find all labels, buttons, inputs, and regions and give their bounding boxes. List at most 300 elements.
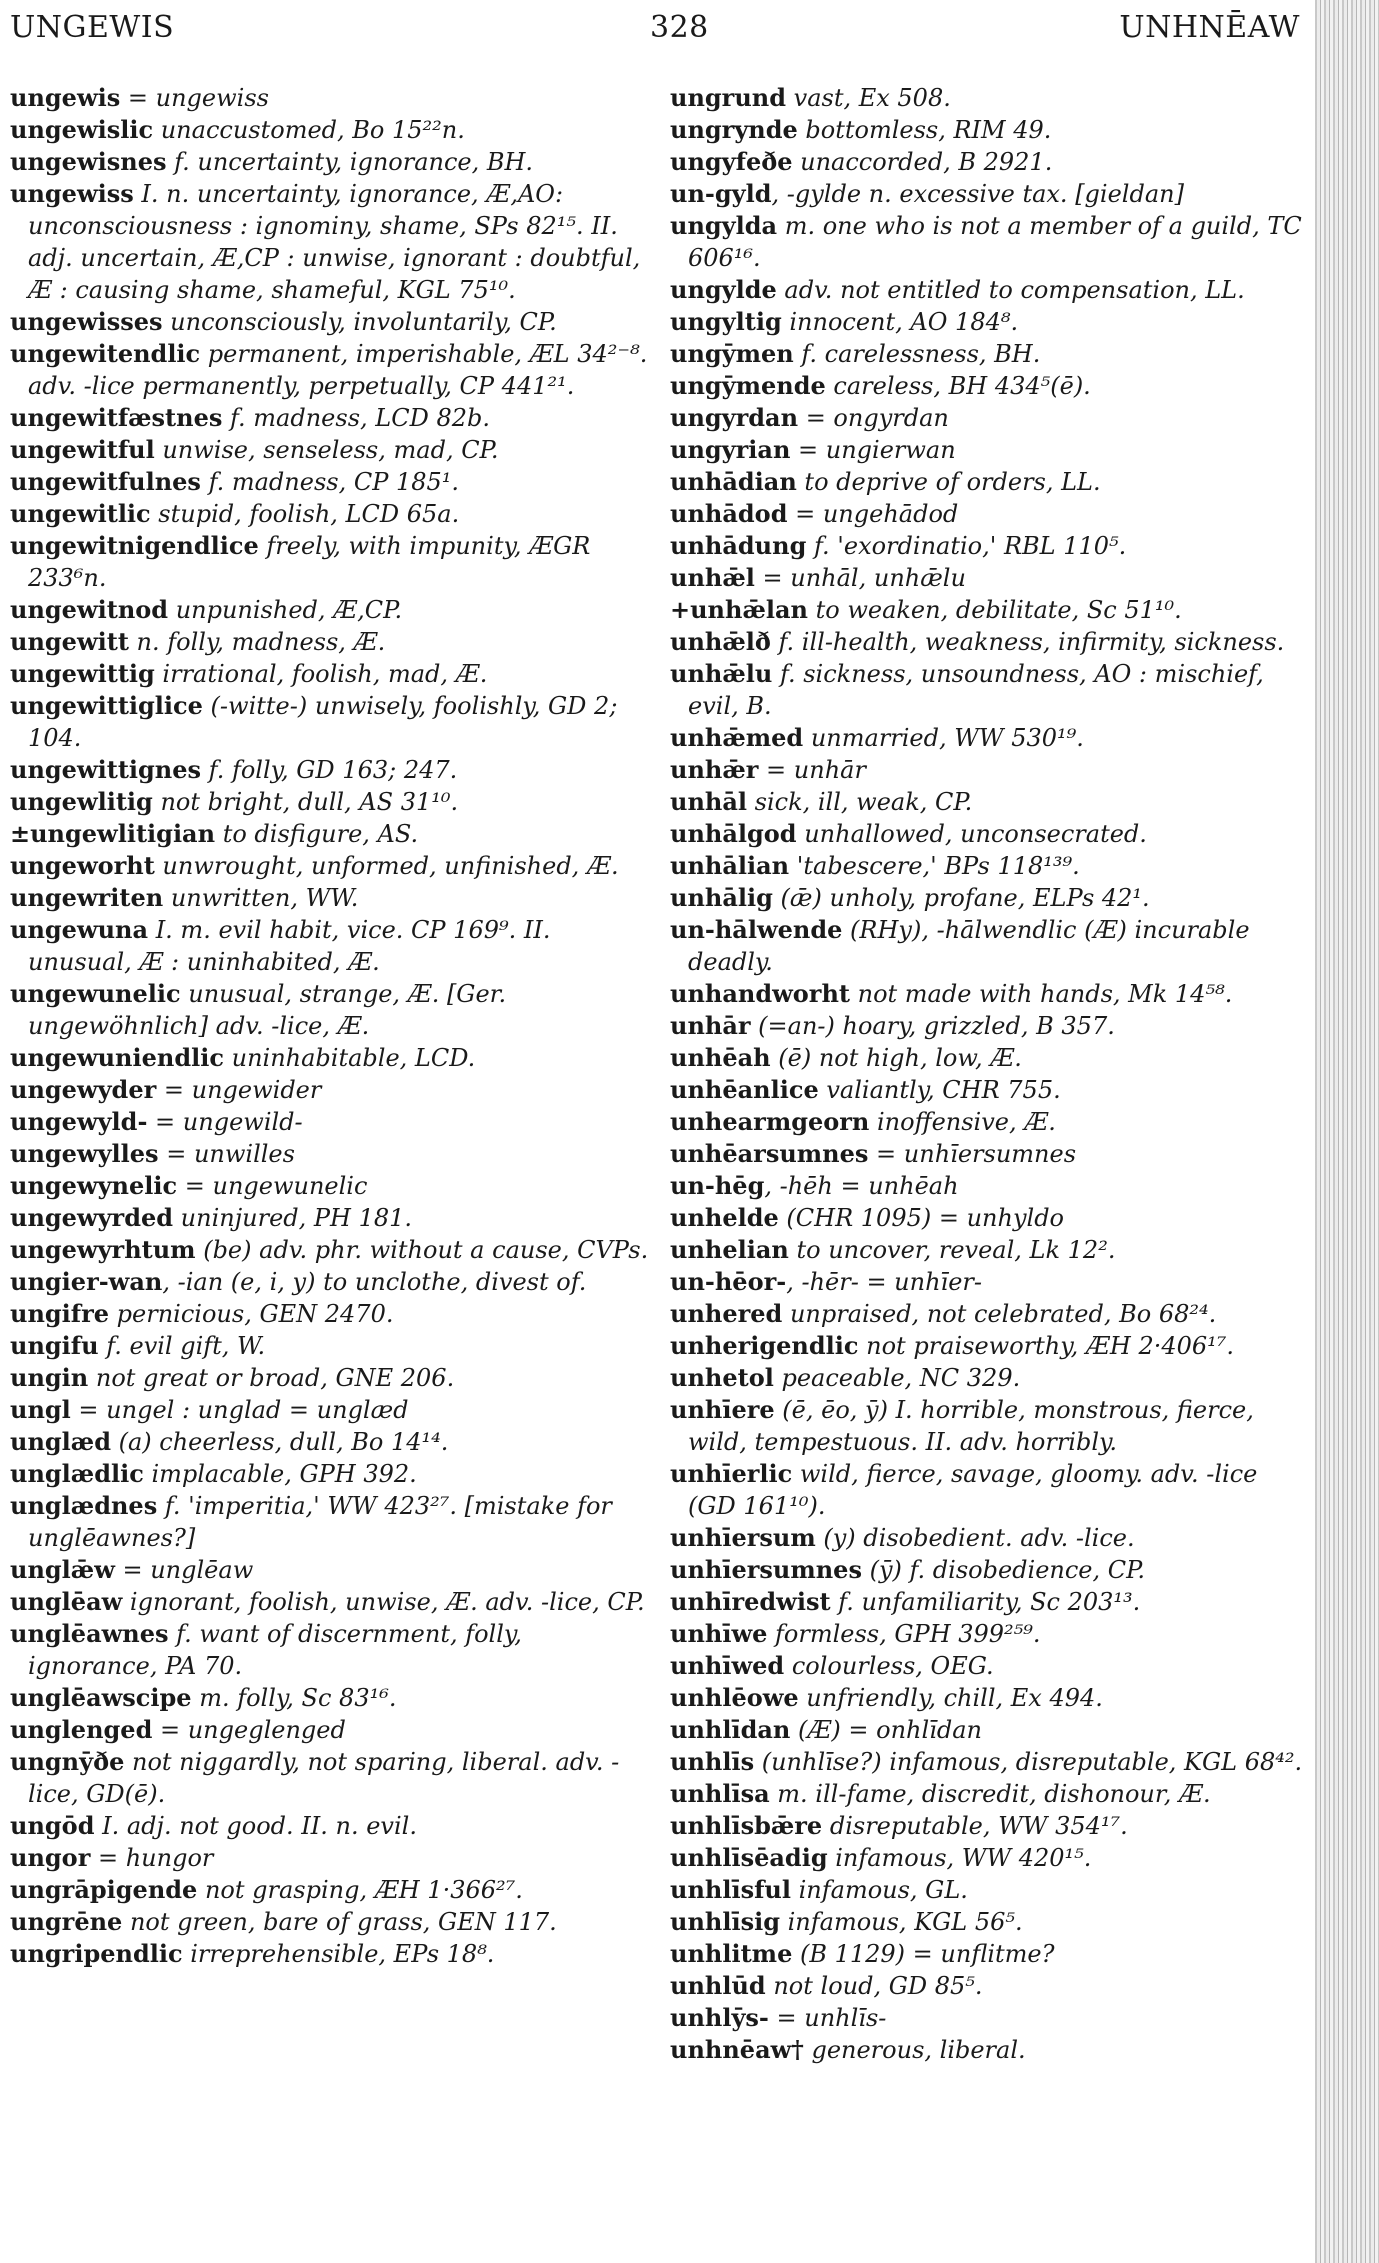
dictionary-entry (10, 1330, 650, 1362)
entry-definition: = unwilles (158, 1140, 295, 1168)
entry-definition: = unhār (758, 756, 866, 784)
entry-headword: ungeworht (10, 851, 155, 880)
dictionary-entry (670, 1618, 1310, 1650)
dictionary-entry (10, 1490, 650, 1554)
dictionary-entry (10, 1906, 650, 1938)
dictionary-entry (10, 690, 650, 754)
dictionary-entry (10, 1170, 650, 1202)
entry-headword: ±ungewlitigian (10, 819, 216, 848)
dictionary-entry (670, 1394, 1310, 1458)
entry-headword: unhlīsa (670, 1779, 770, 1808)
dictionary-entry (670, 1586, 1310, 1618)
dictionary-entry (670, 1106, 1310, 1138)
entry-headword: ungier-wan (10, 1267, 163, 1296)
entry-definition: (B 1129) = unflitme? (792, 1940, 1055, 1968)
entry-definition: (RHy), -hālwendlic (Æ) incurable deadly. (688, 916, 1250, 976)
entry-headword: ungylde (670, 275, 777, 304)
entry-headword: ungewitt (10, 627, 129, 656)
dictionary-entry (10, 978, 650, 1042)
entry-definition: , -hēr- = unhīer- (786, 1268, 983, 1296)
entry-definition: (CHR 1095) = unhyldo (778, 1204, 1065, 1232)
entry-headword: un-hālwende (670, 915, 843, 944)
entry-headword: ungewuniendlic (10, 1043, 224, 1072)
entry-definition: disreputable, WW 354¹⁷. (822, 1812, 1128, 1840)
entry-headword: unhlȳs- (670, 2003, 769, 2032)
entry-headword: unglæd (10, 1427, 111, 1456)
entry-headword: unhǣlu (670, 659, 773, 688)
entry-headword: ungewitfulnes (10, 467, 201, 496)
entry-headword: ungewyrded (10, 1203, 174, 1232)
entry-definition: = ungewiss (120, 84, 269, 112)
dictionary-entry (670, 1842, 1310, 1874)
entry-definition: = ongyrdan (798, 404, 949, 432)
entry-headword: ungewitfæstnes (10, 403, 223, 432)
dictionary-entry (670, 1330, 1310, 1362)
entry-definition: not great or broad, GNE 206. (88, 1364, 455, 1392)
entry-headword: unhlīsbǣre (670, 1811, 823, 1840)
dictionary-entry (670, 338, 1310, 370)
entry-headword: ungifu (10, 1331, 99, 1360)
entry-headword: unhīerlic (670, 1459, 793, 1488)
entry-definition: careless, BH 434⁵(ē). (825, 372, 1091, 400)
entry-definition: f. uncertainty, ignorance, BH. (166, 148, 534, 176)
entry-definition: valiantly, CHR 755. (818, 1076, 1061, 1104)
entry-headword: unglenged (10, 1715, 153, 1744)
entry-definition: to uncover, reveal, Lk 12². (788, 1236, 1116, 1264)
entry-headword: unglædnes (10, 1491, 158, 1520)
entry-headword: unhetol (670, 1363, 774, 1392)
entry-definition: stupid, foolish, LCD 65a. (150, 500, 460, 528)
entry-definition: f. ill-health, weakness, infirmity, sickness. (770, 628, 1285, 656)
entry-definition: vast, Ex 508. (786, 84, 951, 112)
dictionary-entry (670, 1234, 1310, 1266)
entry-headword: ungrynde (670, 115, 798, 144)
entry-headword: unhlīdan (670, 1715, 791, 1744)
entry-headword: ungnȳðe (10, 1747, 125, 1776)
entry-headword: ungyfeðe (670, 147, 793, 176)
right-column (670, 82, 1310, 2066)
entry-definition: = ungewild- (147, 1108, 303, 1136)
entry-definition: (be) adv. phr. without a cause, CVPs. (195, 1236, 649, 1264)
entry-definition: freely, with impunity, ÆGR 233⁶n. (28, 532, 591, 592)
entry-definition: innocent, AO 184⁸. (781, 308, 1019, 336)
entry-headword: unglædlic (10, 1459, 144, 1488)
entry-definition: uninjured, PH 181. (173, 1204, 413, 1232)
entry-definition: inoffensive, Æ. (869, 1108, 1056, 1136)
dictionary-entry (10, 338, 650, 402)
dictionary-entry (10, 882, 650, 914)
dictionary-entry (10, 1042, 650, 1074)
entry-headword: ungewisnes (10, 147, 167, 176)
entry-headword: unhandworht (670, 979, 850, 1008)
entry-definition: (ē) not high, low, Æ. (770, 1044, 1022, 1072)
entry-definition: to weaken, debilitate, Sc 51¹⁰. (807, 596, 1182, 624)
entry-definition: unpunished, Æ,CP. (168, 596, 403, 624)
entry-definition: f. evil gift, W. (98, 1332, 266, 1360)
dictionary-entry (670, 210, 1310, 274)
entry-headword: unhāl (670, 787, 748, 816)
entry-headword: ungewittignes (10, 755, 202, 784)
entry-headword: unhādod (670, 499, 788, 528)
entry-headword: unhīersum (670, 1523, 816, 1552)
entry-definition: unwritten, WW. (163, 884, 359, 912)
dictionary-entry (670, 978, 1310, 1010)
dictionary-entry (10, 786, 650, 818)
dictionary-entry (670, 1266, 1310, 1298)
dictionary-entry (10, 1458, 650, 1490)
entry-definition: unaccustomed, Bo 15²²n. (153, 116, 465, 144)
entry-definition: bottomless, RIM 49. (797, 116, 1052, 144)
entry-headword: unhlīsēadig (670, 1843, 828, 1872)
dictionary-entry (670, 1874, 1310, 1906)
entry-headword: unhǣr (670, 755, 759, 784)
entry-headword: unhālgod (670, 819, 797, 848)
entry-headword: ungewittiglice (10, 691, 203, 720)
dictionary-entry (10, 1426, 650, 1458)
entry-headword: un-gyld (670, 179, 772, 208)
entry-definition: not green, bare of grass, GEN 117. (122, 1908, 557, 1936)
entry-definition: , -ian (e, i, y) to unclothe, divest of. (162, 1268, 587, 1296)
dictionary-entry (670, 850, 1310, 882)
entry-definition: ignorant, foolish, unwise, Æ. adv. -lice, CP. (122, 1588, 645, 1616)
entry-definition: (a) cheerless, dull, Bo 14¹⁴. (110, 1428, 449, 1456)
dictionary-entry (670, 434, 1310, 466)
entry-headword: unglēawnes (10, 1619, 169, 1648)
entry-definition: not bright, dull, AS 31¹⁰. (152, 788, 459, 816)
dictionary-entry (10, 1138, 650, 1170)
entry-headword: ungyrdan (670, 403, 799, 432)
entry-definition: (ē, ēo, ȳ) I. horrible, monstrous, fierce, wild, tempestuous. II. adv. horribly. (688, 1396, 1254, 1456)
entry-headword: unglēaw (10, 1587, 123, 1616)
dictionary-entry (670, 1810, 1310, 1842)
entry-headword: ungewislic (10, 115, 154, 144)
dictionary-entry (670, 1906, 1310, 1938)
entry-definition: to deprive of orders, LL. (796, 468, 1101, 496)
entry-definition: f. carelessness, BH. (793, 340, 1041, 368)
dictionary-entry (670, 1778, 1310, 1810)
entry-definition: unaccorded, B 2921. (792, 148, 1053, 176)
entry-definition: (-witte-) unwisely, foolishly, GD 2; 104. (28, 692, 618, 752)
dictionary-entry (10, 1842, 650, 1874)
dictionary-entry (10, 1554, 650, 1586)
entry-headword: ungrēne (10, 1907, 123, 1936)
dictionary-entry (10, 1874, 650, 1906)
entry-headword: unhlitme (670, 1939, 793, 1968)
entry-definition: (ȳ) f. disobedience, CP. (861, 1556, 1146, 1584)
dictionary-entry (670, 722, 1310, 754)
entry-headword: ungewitnigendlice (10, 531, 259, 560)
dictionary-entry (670, 1682, 1310, 1714)
dictionary-entry (670, 1746, 1310, 1778)
entry-definition: wild, fierce, savage, gloomy. adv. -lice (GD 161¹⁰). (688, 1460, 1258, 1520)
dictionary-entry (10, 594, 650, 626)
entry-headword: ungewitlic (10, 499, 151, 528)
entry-headword: unherigendlic (670, 1331, 859, 1360)
dictionary-entry (10, 1938, 650, 1970)
dictionary-entry (670, 754, 1310, 786)
entry-definition: = ungewider (156, 1076, 322, 1104)
entry-definition: unwrought, unformed, unfinished, Æ. (154, 852, 619, 880)
entry-definition: = unhīersumnes (868, 1140, 1077, 1168)
entry-definition: f. want of discernment, folly, ignorance, PA 70. (28, 1620, 522, 1680)
entry-headword: unhādian (670, 467, 797, 496)
entry-headword: ungewlitig (10, 787, 153, 816)
entry-headword: ungyltig (670, 307, 782, 336)
dictionary-entry (10, 1746, 650, 1810)
dictionary-entry (670, 1298, 1310, 1330)
dictionary-entry (670, 1170, 1310, 1202)
entry-definition: not niggardly, not sparing, liberal. adv. -lice, GD(ē). (28, 1748, 620, 1808)
entry-definition: = ungierwan (790, 436, 956, 464)
entry-definition: infamous, KGL 56⁵. (780, 1908, 1023, 1936)
dictionary-entry (670, 1042, 1310, 1074)
entry-definition: f. folly, GD 163; 247. (201, 756, 458, 784)
entry-definition: m. ill-fame, discredit, dishonour, Æ. (769, 1780, 1211, 1808)
entry-definition: f. 'imperitia,' WW 423²⁷. [mistake for unglēawnes?] (28, 1492, 612, 1552)
dictionary-entry (670, 1714, 1310, 1746)
page-number: 328 (650, 10, 709, 45)
entry-definition: unwise, senseless, mad, CP. (154, 436, 499, 464)
dictionary-entry (10, 1682, 650, 1714)
entry-headword: unhādung (670, 531, 807, 560)
entry-headword: unhǣl (670, 563, 755, 592)
entry-definition: m. folly, Sc 83¹⁶. (191, 1684, 397, 1712)
running-head-right: UNHNĒAW (1119, 10, 1300, 45)
dictionary-entry (670, 498, 1310, 530)
entry-headword: unhēarsumnes (670, 1139, 869, 1168)
dictionary-entry (670, 370, 1310, 402)
entry-definition: to disfigure, AS. (215, 820, 419, 848)
entry-headword: ungrāpigende (10, 1875, 198, 1904)
dictionary-entry (670, 114, 1310, 146)
entry-definition: , -gylde n. excessive tax. [gieldan] (771, 180, 1184, 208)
dictionary-entry (10, 146, 650, 178)
entry-definition: f. sickness, unsoundness, AO : mischief, evil, B. (688, 660, 1264, 720)
entry-definition: = hungor (90, 1844, 214, 1872)
entry-definition: unhallowed, unconsecrated. (796, 820, 1147, 848)
dictionary-entry (10, 850, 650, 882)
entry-definition: (y) disobedient. adv. -lice. (815, 1524, 1135, 1552)
dictionary-entry (670, 530, 1310, 562)
dictionary-entry (670, 818, 1310, 850)
entry-headword: ungewis (10, 83, 121, 112)
entry-headword: unhlūd (670, 1971, 766, 2000)
entry-headword: ungewynelic (10, 1171, 178, 1200)
dictionary-entry (10, 82, 650, 114)
entry-headword: ungin (10, 1363, 89, 1392)
dictionary-entry (670, 274, 1310, 306)
entry-headword: ungewitful (10, 435, 155, 464)
dictionary-entry (10, 178, 650, 306)
entry-definition: formless, GPH 399²⁵⁹. (767, 1620, 1041, 1648)
entry-definition: m. one who is not a member of a guild, TC 606¹⁶. (688, 212, 1302, 272)
entry-headword: unhǣmed (670, 723, 804, 752)
entry-headword: unhīwed (670, 1651, 785, 1680)
entry-headword: ungylda (670, 211, 778, 240)
entry-headword: ungōd (10, 1811, 95, 1840)
dictionary-entry (10, 498, 650, 530)
dictionary-entry (10, 466, 650, 498)
dictionary-entry (10, 1074, 650, 1106)
entry-definition: I. adj. not good. II. n. evil. (94, 1812, 417, 1840)
entry-definition: infamous, WW 420¹⁵. (827, 1844, 1092, 1872)
dictionary-entry (10, 1362, 650, 1394)
dictionary-entry (670, 178, 1310, 210)
entry-definition: irrational, foolish, mad, Æ. (154, 660, 488, 688)
entry-definition: = ungel : unglad = unglæd (70, 1396, 409, 1424)
entry-definition: infamous, GL. (790, 1876, 968, 1904)
entry-definition: f. 'exordinatio,' RBL 110⁵. (806, 532, 1127, 560)
dictionary-entry (10, 1106, 650, 1138)
entry-definition: unpraised, not celebrated, Bo 68²⁴. (782, 1300, 1217, 1328)
entry-headword: ungewyder (10, 1075, 157, 1104)
entry-headword: unhār (670, 1011, 751, 1040)
entry-definition: = ungehādod (787, 500, 959, 528)
dictionary-entry (10, 626, 650, 658)
entry-headword: unglǣw (10, 1555, 115, 1584)
entry-headword: ungor (10, 1843, 91, 1872)
entry-headword: unhālian (670, 851, 790, 880)
entry-definition: = ungeglenged (152, 1716, 346, 1744)
dictionary-entry (670, 594, 1310, 626)
entry-definition: not loud, GD 85⁵. (765, 1972, 983, 2000)
dictionary-entry (670, 786, 1310, 818)
entry-headword: unhēah (670, 1043, 771, 1072)
dictionary-entry (10, 754, 650, 786)
dictionary-entry (10, 1810, 650, 1842)
dictionary-entry (670, 146, 1310, 178)
dictionary-entry (670, 1138, 1310, 1170)
entry-headword: ungewyld- (10, 1107, 148, 1136)
dictionary-entry (10, 1234, 650, 1266)
entry-definition: (=an-) hoary, grizzled, B 357. (750, 1012, 1115, 1040)
dictionary-entry (670, 1554, 1310, 1586)
entry-headword: ungewiss (10, 179, 134, 208)
entry-headword: unhlēowe (670, 1683, 799, 1712)
dictionary-entry (670, 402, 1310, 434)
entry-headword: ungewitendlic (10, 339, 201, 368)
dictionary-entry (10, 434, 650, 466)
entry-headword: unhelde (670, 1203, 779, 1232)
entry-headword: unhnēaw† (670, 2035, 804, 2064)
entry-headword: ungl (10, 1395, 71, 1424)
dictionary-entry (670, 658, 1310, 722)
dictionary-entry (10, 114, 650, 146)
dictionary-entry (670, 2002, 1310, 2034)
dictionary-entry (670, 914, 1310, 978)
entry-headword: unhīredwist (670, 1587, 831, 1616)
entry-definition: = ungewunelic (177, 1172, 368, 1200)
dictionary-entry (670, 882, 1310, 914)
dictionary-entry (670, 306, 1310, 338)
entry-headword: ungewunelic (10, 979, 181, 1008)
entry-definition: = unhlīs- (768, 2004, 887, 2032)
dictionary-entry (670, 1938, 1310, 1970)
entry-headword: ungripendlic (10, 1939, 183, 1968)
entry-definition: pernicious, GEN 2470. (109, 1300, 394, 1328)
entry-definition: (unhlīse?) infamous, disreputable, KGL 68⁴². (754, 1748, 1303, 1776)
entry-definition: n. folly, madness, Æ. (128, 628, 386, 656)
entry-headword: unhālig (670, 883, 773, 912)
entry-headword: ungewylles (10, 1139, 159, 1168)
dictionary-entry (670, 1970, 1310, 2002)
dictionary-entry (10, 818, 650, 850)
entry-definition: unusual, strange, Æ. [Ger. ungewöhnlich] adv. -lice, Æ. (28, 980, 507, 1040)
dictionary-entry (670, 1202, 1310, 1234)
entry-definition: sick, ill, weak, CP. (747, 788, 973, 816)
dictionary-entry (670, 466, 1310, 498)
dictionary-entry (670, 1010, 1310, 1042)
entry-headword: ungewitnod (10, 595, 169, 624)
dictionary-entry (670, 1074, 1310, 1106)
dictionary-entry (10, 530, 650, 594)
dictionary-entry (670, 1650, 1310, 1682)
entry-definition: = unhāl, unhǣlu (754, 564, 966, 592)
entry-headword: ungewyrhtum (10, 1235, 196, 1264)
entry-definition: implacable, GPH 392. (143, 1460, 417, 1488)
entry-definition: adv. not entitled to compensation, LL. (776, 276, 1245, 304)
dictionary-entry (670, 2034, 1310, 2066)
entry-headword: un-hēor- (670, 1267, 787, 1296)
dictionary-entry (670, 1362, 1310, 1394)
entry-headword: ungȳmende (670, 371, 826, 400)
entry-headword: ungewittig (10, 659, 155, 688)
entry-definition: f. madness, LCD 82b. (222, 404, 490, 432)
page-header (10, 10, 1300, 58)
entry-definition: (Æ) = onhlīdan (790, 1716, 982, 1744)
dictionary-entry (10, 1714, 650, 1746)
page-edge-shadow (1315, 0, 1379, 2263)
dictionary-entry (670, 626, 1310, 658)
left-column (10, 82, 650, 1970)
entry-definition: not made with hands, Mk 14⁵⁸. (849, 980, 1233, 1008)
entry-definition: I. m. evil habit, vice. CP 169⁹. II. unusual, Æ : uninhabited, Æ. (28, 916, 551, 976)
entry-headword: unhīwe (670, 1619, 768, 1648)
dictionary-entry (10, 1618, 650, 1682)
entry-headword: ungifre (10, 1299, 110, 1328)
entry-definition: unconsciously, involuntarily, CP. (162, 308, 557, 336)
entry-headword: unhered (670, 1299, 783, 1328)
entry-definition: generous, liberal. (803, 2036, 1026, 2064)
entry-headword: unhlīsful (670, 1875, 791, 1904)
dictionary-entry (10, 658, 650, 690)
entry-headword: unhǣlð (670, 627, 771, 656)
entry-headword: unglēawscipe (10, 1683, 192, 1712)
entry-definition: permanent, imperishable, ÆL 34²⁻⁸. adv. -lice permanently, perpetually, CP 441²¹. (28, 340, 648, 400)
entry-headword: ungȳmen (670, 339, 794, 368)
entry-headword: unhīersumnes (670, 1555, 862, 1584)
entry-headword: unhlīs (670, 1747, 755, 1776)
entry-headword: unhīere (670, 1395, 775, 1424)
entry-definition: colourless, OEG. (784, 1652, 994, 1680)
dictionary-entry (10, 1298, 650, 1330)
entry-headword: ungewriten (10, 883, 164, 912)
entry-headword: unhearmgeorn (670, 1107, 870, 1136)
dictionary-entry (10, 1202, 650, 1234)
entry-definition: I. n. uncertainty, ignorance, Æ,AO: unconsciousness : ignominy, shame, SPs 82¹⁵. II. adj. uncertain, Æ,CP : unwise, ignorant : doubtful, Æ : causing shame, shameful, KGL 75¹⁰. (28, 180, 641, 304)
entry-definition: uninhabitable, LCD. (223, 1044, 476, 1072)
entry-headword: un-hēg (670, 1171, 765, 1200)
entry-definition: not praiseworthy, ÆH 2·406¹⁷. (858, 1332, 1235, 1360)
entry-headword: ungewisses (10, 307, 163, 336)
entry-headword: unhelian (670, 1235, 789, 1264)
entry-headword: ungyrian (670, 435, 791, 464)
entry-definition: not grasping, ÆH 1·366²⁷. (197, 1876, 523, 1904)
entry-definition: peaceable, NC 329. (773, 1364, 1021, 1392)
entry-definition: , -hēh = unhēah (764, 1172, 959, 1200)
dictionary-entry (670, 1458, 1310, 1522)
entry-definition: unfriendly, chill, Ex 494. (798, 1684, 1103, 1712)
